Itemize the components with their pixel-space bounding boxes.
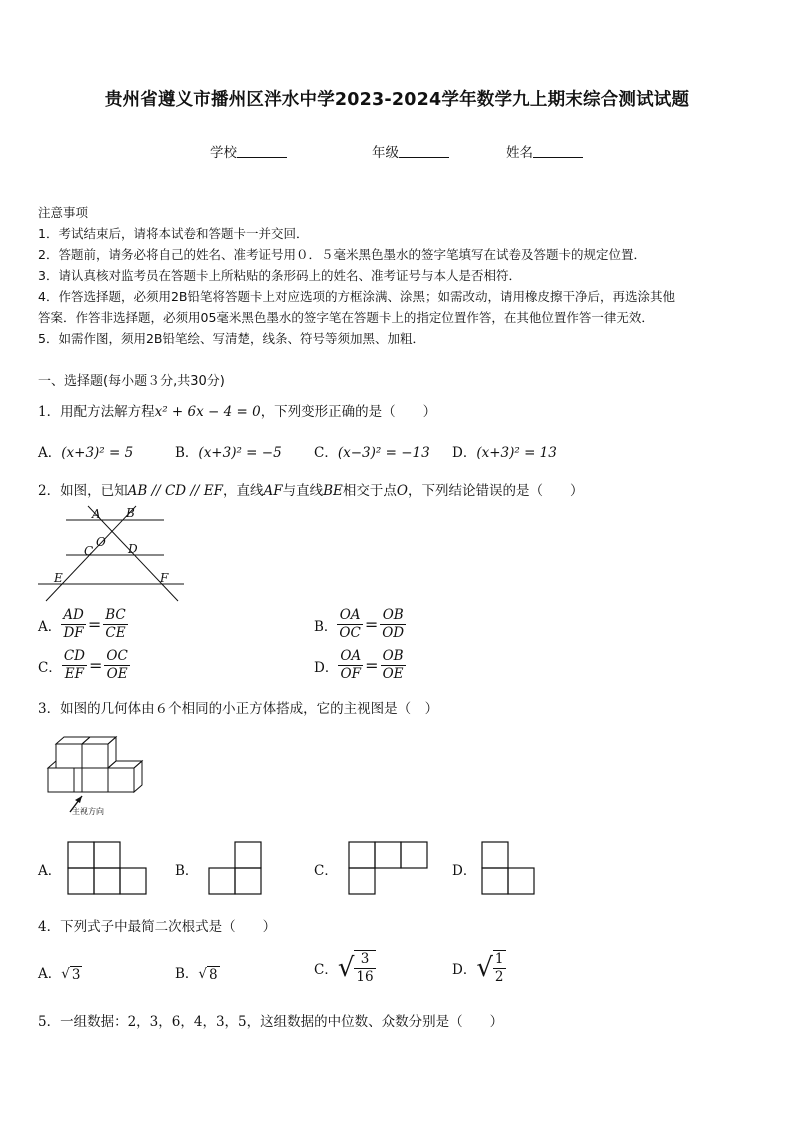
fraction	[103, 607, 128, 642]
numerator: OA	[340, 648, 362, 664]
denominator: OF	[340, 666, 361, 682]
q2-text: 2．如图，已知	[38, 483, 128, 499]
q3-option-b-figure[interactable]	[208, 841, 266, 897]
fig-label-c: C	[84, 544, 94, 558]
fraction	[381, 648, 406, 683]
denominator: DF	[63, 625, 84, 641]
denominator: 2	[494, 969, 504, 985]
grade-blank	[399, 145, 449, 158]
option-label: C．	[314, 445, 338, 461]
option-label: C．	[314, 962, 338, 978]
fraction	[493, 950, 506, 986]
numerator: AD	[63, 607, 84, 623]
name-label: 姓名	[506, 145, 533, 161]
q3-option-c-label[interactable]: C．	[314, 863, 338, 879]
fig-label-o: O	[96, 535, 106, 549]
sqrt	[198, 966, 219, 983]
q2-text: 相交于点	[342, 483, 397, 499]
q1-option-c[interactable]	[314, 441, 430, 461]
denominator: OE	[382, 666, 404, 682]
question-3: 3．如图的几何体由６个相同的小正方体搭成，它的主视图是（ ）	[38, 701, 439, 717]
q2-option-b[interactable]: B． $\frac{OA}{OC}$ = $\frac{OB}{OD}$	[314, 607, 405, 641]
option-label: A．	[38, 445, 62, 461]
q2-condition: AB // CD // EF	[127, 483, 223, 499]
fig-label-f: F	[160, 571, 169, 585]
denominator: OD	[382, 625, 405, 641]
q2-line-af: AF	[263, 483, 283, 499]
radical-sign: √	[61, 966, 70, 982]
q2-option-a[interactable]: A． $\frac{AD}{DF}$ = $\frac{BC}{CE}$	[38, 607, 126, 641]
section-heading: 一、选择题(每小题３分,共30分)	[38, 374, 225, 389]
radicand: 3	[71, 966, 81, 983]
school-field	[210, 141, 287, 161]
q1-equation: x² + 6x − 4 = 0	[154, 404, 261, 420]
fraction	[354, 950, 375, 986]
q2-option-c[interactable]: C． $\frac{CD}{EF}$ = $\frac{OC}{OE}$	[38, 648, 128, 682]
q4-option-a[interactable]	[38, 962, 82, 983]
sqrt	[61, 966, 82, 983]
note-item: 3．请认真核对监考员在答题卡上所粘贴的条形码上的姓名、准考证号与本人是否相符．	[38, 268, 521, 283]
q4-option-c[interactable]	[314, 948, 376, 988]
q3-option-d-figure[interactable]	[481, 841, 539, 897]
denominator: 16	[356, 969, 374, 985]
view-direction-caption: 主视方向	[72, 807, 104, 816]
notes-heading: 注意事项	[38, 205, 89, 220]
q2-text: 与直线	[282, 483, 324, 499]
option-label: B．	[175, 966, 199, 982]
option-label: D．	[452, 445, 477, 461]
option-label: A．	[38, 618, 62, 635]
fraction	[338, 648, 363, 683]
option-label: C．	[38, 659, 62, 676]
question-1	[38, 400, 436, 420]
q1-option-d[interactable]	[452, 441, 557, 461]
denominator: OE	[106, 666, 128, 682]
option-expr: (x+3)² = 5	[61, 445, 134, 461]
question-4: 4．下列式子中最简二次根式是（ ）	[38, 919, 277, 935]
q2-text: ，下列结论错误的是（ ）	[407, 483, 584, 499]
q4-option-b[interactable]	[175, 962, 220, 983]
numerator: OB	[380, 607, 406, 625]
fraction	[61, 607, 86, 642]
fig-label-b: B	[126, 506, 135, 520]
q2-line-be: BE	[323, 483, 343, 499]
q3-option-b-label[interactable]: B．	[175, 863, 199, 879]
note-item: 4．作答选择题，必须用2B铅笔将答题卡上对应选项的方框涂满、涂黑；如需改动，请用橡皮擦干净后，再选涂其他	[38, 289, 675, 304]
fig-label-e: E	[54, 571, 63, 585]
q4-option-d[interactable]	[452, 948, 506, 988]
q2-text: ，直线	[223, 483, 264, 499]
note-item: 2．答题前，请务必将自己的姓名、准考证号用０．５毫米黑色墨水的签字笔填写在试卷及答题卡的规定位置．	[38, 247, 646, 262]
option-label: A．	[38, 966, 62, 982]
q3-option-c-figure[interactable]	[348, 841, 430, 897]
fig-label-a: A	[92, 507, 101, 521]
note-item: 答案．作答非选择题，必须用05毫米黑色墨水的签字笔在答题卡上的指定位置作答，在其他位置作答一律无效．	[38, 310, 654, 325]
q2-figure	[36, 502, 186, 602]
numerator: 1	[494, 951, 504, 967]
q1-option-a[interactable]	[38, 441, 133, 461]
radical-sign: √	[337, 953, 355, 983]
numerator: OC	[106, 648, 128, 664]
q3-option-a-label[interactable]: A．	[38, 863, 62, 879]
numerator: OB	[382, 648, 404, 664]
q2-option-d[interactable]: D． $\frac{OA}{OF}$ = $\frac{OB}{OE}$	[314, 648, 404, 682]
radicand: 8	[209, 966, 218, 983]
fraction	[337, 607, 362, 642]
question-2	[38, 479, 583, 499]
option-expr: (x−3)² = −13	[337, 445, 430, 461]
option-expr: (x+3)² = 13	[476, 445, 557, 461]
name-blank	[533, 145, 583, 158]
q3-option-d-label[interactable]: D．	[452, 863, 477, 879]
option-label: B．	[314, 618, 338, 635]
option-expr: (x+3)² = −5	[198, 445, 282, 461]
note-item: 1．考试结束后，请将本试卷和答题卡一并交回．	[38, 226, 309, 241]
option-label: B．	[175, 445, 199, 461]
numerator: CD	[63, 648, 85, 664]
q3-option-a-figure[interactable]	[67, 841, 149, 897]
denominator: CE	[105, 625, 126, 641]
q2-point-o: O	[396, 483, 408, 499]
numerator: 3	[354, 951, 375, 969]
q1-option-b[interactable]	[175, 441, 282, 461]
option-label: D．	[314, 659, 339, 676]
question-5: 5．一组数据：2，3，6，4，3，5，这组数据的中位数、众数分别是（ ）	[38, 1014, 504, 1030]
grade-label: 年级	[372, 145, 399, 161]
numerator: OA	[337, 607, 362, 625]
q1-text-b: ，下列变形正确的是（ ）	[260, 404, 437, 420]
fraction	[104, 648, 129, 683]
school-label: 学校	[210, 145, 237, 161]
name-field	[506, 141, 583, 161]
school-blank	[237, 145, 287, 158]
fraction	[62, 648, 87, 683]
note-item: 5．如需作图，须用2B铅笔绘、写清楚，线条、符号等须加黑、加粗．	[38, 331, 425, 346]
grade-field	[372, 141, 449, 161]
radical-sign: √	[476, 953, 493, 983]
denominator: EF	[64, 666, 85, 682]
fig-label-d: D	[128, 542, 138, 556]
page-title: 贵州省遵义市播州区泮水中学2023-2024学年数学九上期末综合测试试题	[104, 90, 690, 110]
q1-text-a: 1．用配方法解方程	[38, 404, 155, 420]
fraction	[380, 607, 406, 642]
denominator: OC	[339, 625, 361, 641]
radical-sign: √	[198, 966, 208, 982]
numerator: BC	[105, 607, 126, 623]
option-label: D．	[452, 962, 477, 978]
